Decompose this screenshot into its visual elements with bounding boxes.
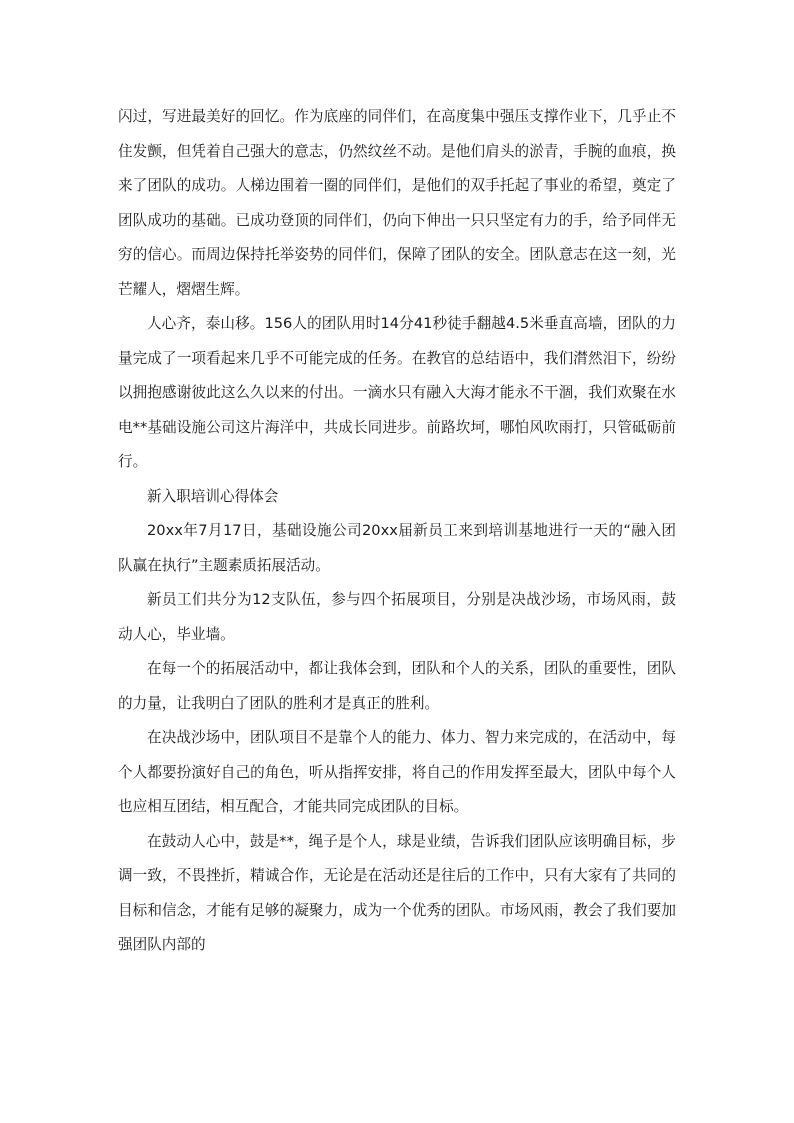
paragraph-team-strength: 人心齐，泰山移。156人的团队用时14分41秒徒手翻越4.5米垂直高墙，团队的力量完成了一项看起来几乎不可能完成的任务。在教官的总结语中，我们潸然泪下，纷纷以拥抱感谢彼此这么久以来的付出。一滴水只有融入大海才能永不干涸，我们欢聚在水电**基础设施公司这片海洋中，共成长同进步。前路坎坷，哪怕风吹雨打，只管砥砺前行。	[118, 315, 676, 470]
paragraph-intro: 20xx年7月17日，基础设施公司20xx届新员工来到培训基地进行一天的“融入团队赢在执行”主题素质拓展活动。	[118, 522, 676, 574]
document-body	[118, 100, 676, 963]
paragraph-drum: 在鼓动人心中，鼓是**，绳子是个人，球是业绩，告诉我们团队应该明确目标，步调一致，不畏挫折，精诚合作，无论是在活动还是往后的工作中，只有大家有了共同的目标和信念，才能有足够的凝聚力，成为一个优秀的团队。市场风雨，教会了我们要加强团队内部的	[118, 832, 676, 953]
section-heading: 新入职培训心得体会	[147, 487, 279, 505]
paragraph-projects: 新员工们共分为12支队伍，参与四个拓展项目，分别是决战沙场，市场风雨，鼓动人心，毕业墙。	[118, 591, 676, 643]
paragraph-reflection: 在每一个的拓展活动中，都让我体会到，团队和个人的关系，团队的重要性，团队的力量，让我明白了团队的胜利才是真正的胜利。	[118, 660, 676, 712]
paragraph-battlefield: 在决战沙场中，团队项目不是靠个人的能力、体力、智力来完成的，在活动中，每个人都要扮演好自己的角色，听从指挥安排，将自己的作用发挥至最大，团队中每个人也应相互团结，相互配合，才能共同完成团队的目标。	[118, 729, 676, 815]
paragraph-continuation: 闪过，写进最美好的回忆。作为底座的同伴们，在高度集中强压支撑作业下，几乎止不住发颤，但凭着自己强大的意志，仍然纹丝不动。是他们肩头的淤青，手腕的血痕，换来了团队的成功。人梯边围着一圈的同伴们，是他们的双手托起了事业的希望，奠定了团队成功的基础。已成功登顶的同伴们，仍向下伸出一只只坚定有力的手，给予同伴无穷的信心。而周边保持托举姿势的同伴们，保障了团队的安全。团队意志在这一刻，光芒耀人，熠熠生辉。	[118, 108, 676, 298]
